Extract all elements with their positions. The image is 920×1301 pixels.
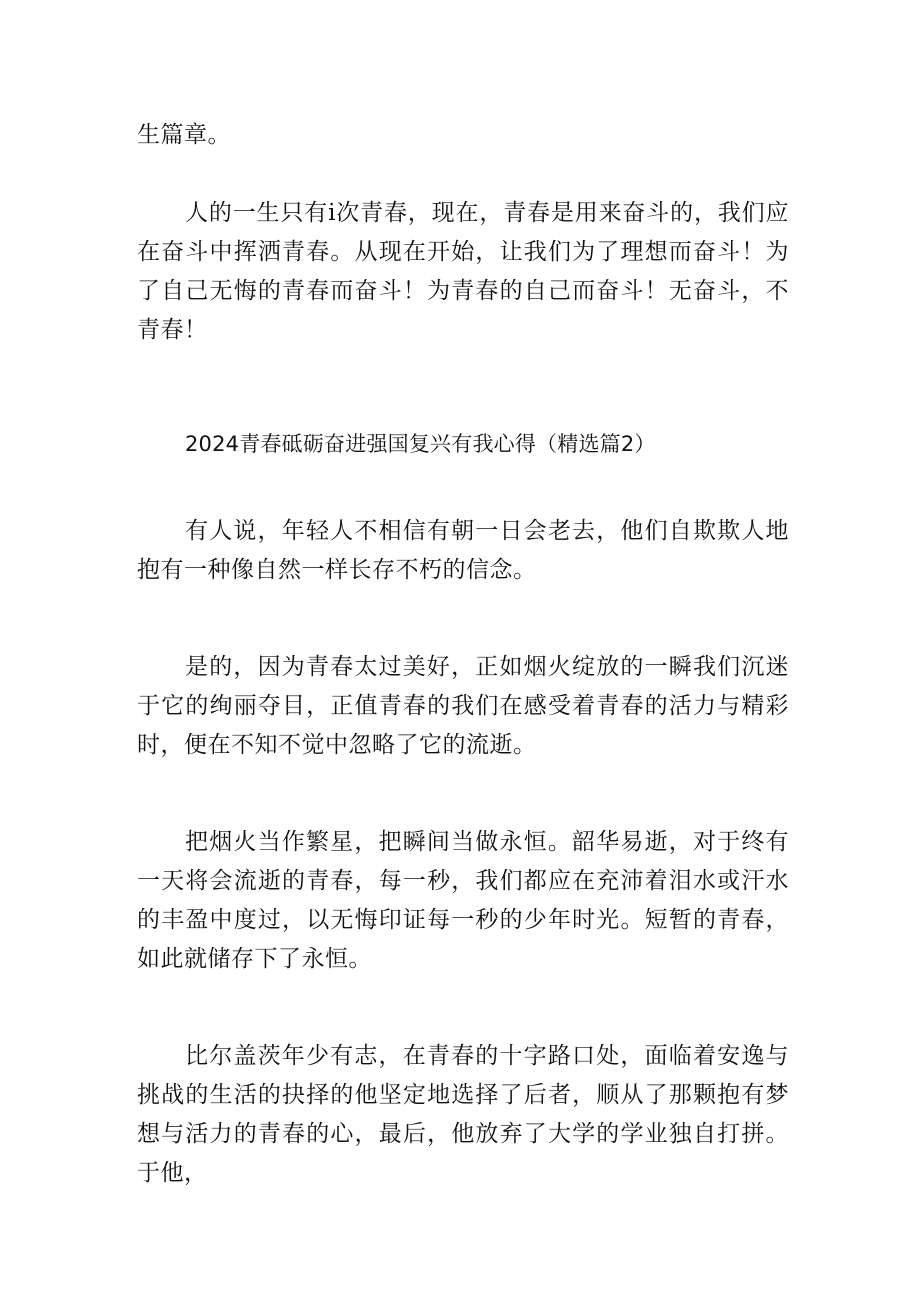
- paragraph-bill-gates: 比尔盖茨年少有志，在青春的十字路口处，面临着安逸与挑战的生活的抉择的他坚定地选择了后者，顺从了那颗抱有梦想与活力的青春的心，最后，他放弃了大学的学业独自打拼。于他，: [137, 1043, 789, 1186]
- paragraph-fireworks: 是的，因为青春太过美好，正如烟火绽放的一瞬我们沉迷于它的绚丽夺目，正值青春的我们在感受着青春的活力与精彩时，便在不知不觉中忽略了它的流逝。: [137, 654, 789, 758]
- paragraph-youth-struggle: 人的一生只有i次青春，现在，青春是用来奋斗的，我们应在奋斗中挥洒青春。从现在开始，让我们为了理想而奋斗！为了自己无悔的青春而奋斗！为青春的自己而奋斗！无奋斗，不青春！: [137, 200, 789, 343]
- paragraph-continuation: 生篇章。: [137, 122, 231, 148]
- section-heading: 2024青春砥砺奋进强国复兴有我心得（精选篇2）: [185, 432, 656, 456]
- paragraph-young-people: 有人说，年轻人不相信有朝一日会老去，他们自欺欺人地抱有一种像自然一样长存不朽的信念。: [137, 518, 789, 583]
- paragraph-eternity: 把烟火当作繁星，把瞬间当做永恒。韶华易逝，对于终有一天将会流逝的青春，每一秒，我们都应在充沛着泪水或汗水的丰盈中度过，以无悔印证每一秒的少年时光。短暂的青春，如此就储存下了永恒。: [137, 829, 789, 972]
